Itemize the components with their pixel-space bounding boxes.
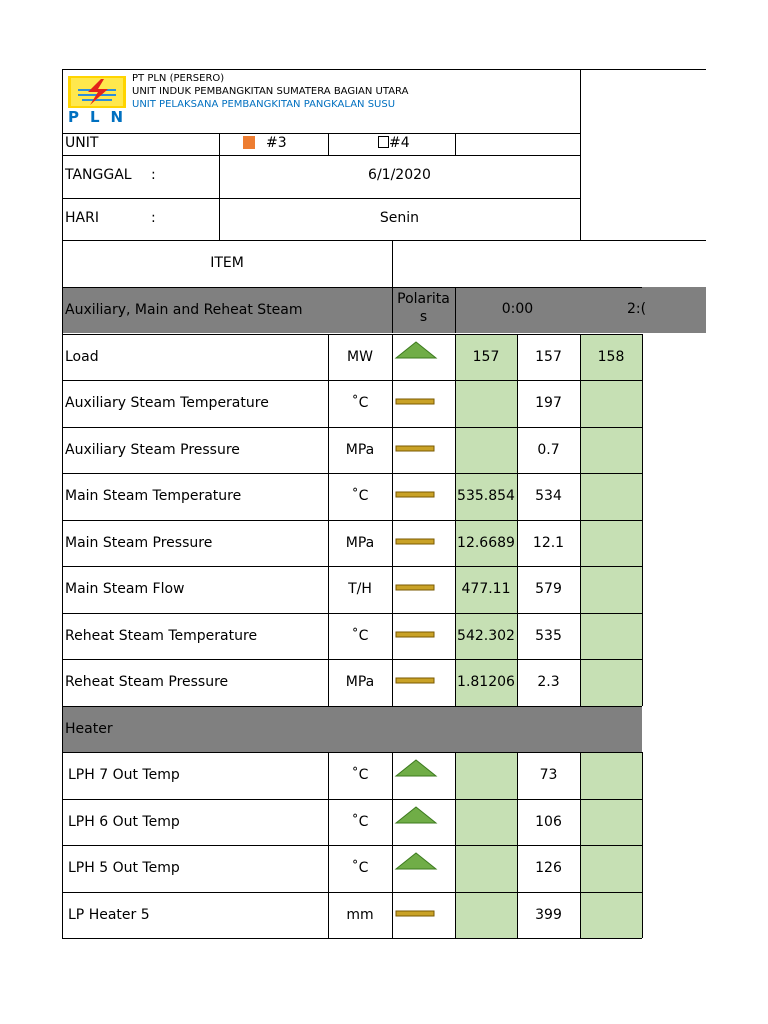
grid-line	[392, 427, 393, 473]
grid-line	[392, 380, 393, 427]
row-unit: ˚C	[351, 767, 369, 783]
grid-line	[642, 473, 643, 520]
grid-line	[580, 892, 581, 938]
grid-line	[62, 69, 706, 70]
flat-bar-icon	[394, 619, 438, 641]
grid-line	[455, 380, 456, 427]
section-band-heater	[62, 706, 642, 752]
row-item-label: Reheat Steam Pressure	[65, 674, 229, 690]
value-cell-bg	[580, 892, 642, 938]
grid-line	[392, 752, 393, 799]
grid-line	[455, 752, 456, 799]
grid-line	[62, 155, 580, 156]
value-0000-actual: 477.11	[461, 581, 511, 597]
section-title: Heater	[65, 721, 113, 737]
grid-line	[62, 613, 642, 614]
grid-line	[642, 566, 643, 613]
value-0000-reference: 534	[535, 488, 562, 504]
row-unit: ˚C	[351, 860, 369, 876]
grid-line	[62, 752, 642, 753]
row-unit: ˚C	[351, 395, 369, 411]
company-name: PT PLN (PERSERO)	[132, 73, 225, 84]
grid-line	[62, 334, 642, 335]
row-unit: MPa	[345, 442, 375, 458]
value-0000-actual: 1.81206	[457, 674, 515, 690]
grid-line	[455, 427, 456, 473]
grid-line	[392, 613, 393, 659]
value-0000-reference: 579	[535, 581, 562, 597]
row-item-label: Reheat Steam Temperature	[65, 628, 258, 644]
grid-line	[62, 845, 642, 846]
up-arrow-icon	[394, 805, 438, 827]
hari-label: HARI	[65, 210, 99, 226]
tanggal-colon: :	[151, 167, 156, 183]
grid-line	[62, 938, 642, 939]
grid-line	[455, 799, 456, 845]
grid-line	[580, 473, 581, 520]
unit-label: UNIT	[65, 135, 99, 151]
grid-line	[642, 659, 643, 706]
value-cell-bg	[580, 520, 642, 566]
value-cell-bg	[580, 845, 642, 892]
grid-line	[62, 198, 580, 199]
row-unit: T/H	[348, 581, 372, 597]
grid-line	[642, 380, 643, 427]
value-0000-actual: 542.302	[457, 628, 515, 644]
value-0000-reference: 106	[535, 814, 562, 830]
value-0000-reference: 73	[539, 767, 558, 783]
item-header: ITEM	[210, 255, 244, 271]
value-0000-reference: 126	[535, 860, 562, 876]
row-unit: MPa	[345, 535, 375, 551]
grid-line	[392, 799, 393, 845]
grid-line	[580, 69, 581, 241]
grid-line	[392, 659, 393, 706]
grid-line	[580, 659, 581, 706]
value-0000-actual: 535.854	[457, 488, 515, 504]
grid-line	[455, 133, 456, 155]
value-0000-reference: 399	[535, 907, 562, 923]
value-0000-actual: 157	[472, 349, 500, 365]
grid-line	[62, 706, 642, 707]
hari-value: Senin	[379, 210, 420, 226]
value-0000-reference: 0.7	[537, 442, 560, 458]
flat-bar-icon	[394, 572, 438, 594]
grid-line	[580, 380, 581, 427]
polaritas-header-line1: Polarita	[397, 291, 450, 307]
grid-line	[62, 427, 642, 428]
grid-line	[62, 69, 63, 938]
grid-line	[62, 566, 642, 567]
value-0200-actual: 158	[597, 349, 625, 365]
grid-line	[392, 520, 393, 566]
value-0000-reference: 197	[535, 395, 562, 411]
grid-line	[642, 334, 643, 380]
grid-line	[642, 799, 643, 845]
grid-line	[642, 892, 643, 938]
grid-line	[580, 799, 581, 845]
grid-line	[62, 520, 642, 521]
row-item-label: Main Steam Flow	[65, 581, 185, 597]
value-cell-bg	[580, 799, 642, 845]
value-0000-actual: 12.6689	[457, 535, 515, 551]
grid-line	[62, 133, 580, 134]
grid-line	[580, 613, 581, 659]
grid-line	[62, 240, 706, 241]
value-0000-reference: 535	[535, 628, 562, 644]
tanggal-label: TANGGAL	[65, 167, 132, 183]
row-item-label: Main Steam Pressure	[65, 535, 213, 551]
flat-bar-icon	[394, 526, 438, 548]
grid-line	[580, 566, 581, 613]
row-item-label: LPH 5 Out Temp	[68, 860, 180, 876]
up-arrow-icon	[394, 758, 438, 780]
flat-bar-icon	[394, 433, 438, 455]
section-title: Auxiliary, Main and Reheat Steam	[65, 302, 303, 318]
grid-line	[392, 334, 393, 380]
tanggal-value: 6/1/2020	[368, 167, 431, 183]
row-unit: mm	[346, 907, 374, 923]
flat-bar-icon	[394, 898, 438, 920]
row-item-label: Main Steam Temperature	[65, 488, 242, 504]
value-cell-bg	[580, 473, 642, 520]
grid-line	[392, 566, 393, 613]
grid-line	[392, 845, 393, 892]
grid-line	[580, 752, 581, 799]
grid-line	[455, 845, 456, 892]
value-cell-bg	[580, 613, 642, 659]
polaritas-header-line2: s	[419, 309, 428, 325]
grid-line	[62, 473, 642, 474]
grid-line	[580, 845, 581, 892]
time-header-0200: 2:(	[627, 301, 647, 317]
grid-line	[642, 520, 643, 566]
grid-line	[642, 845, 643, 892]
row-item-label: Load	[65, 349, 99, 365]
value-cell-bg	[455, 427, 517, 473]
grid-line	[642, 613, 643, 659]
time-header-0000: 0:00	[501, 301, 534, 317]
grid-line	[62, 380, 642, 381]
value-0000-reference: 157	[535, 349, 562, 365]
unit-pelaksana-name: UNIT PELAKSANA PEMBANGKITAN PANGKALAN SUSU	[132, 99, 396, 110]
row-unit: ˚C	[351, 488, 369, 504]
unit3-checkbox[interactable]	[243, 136, 255, 149]
logo-text: PLN	[68, 108, 135, 126]
row-unit: ˚C	[351, 814, 369, 830]
grid-line	[62, 799, 642, 800]
grid-line	[62, 659, 642, 660]
unit3-label: #3	[266, 135, 287, 151]
value-cell-bg	[455, 845, 517, 892]
up-arrow-icon	[394, 851, 438, 873]
value-cell-bg	[580, 659, 642, 706]
grid-line	[392, 473, 393, 520]
hari-colon: :	[151, 210, 156, 226]
grid-line	[642, 427, 643, 473]
row-item-label: LPH 6 Out Temp	[68, 814, 180, 830]
grid-line	[328, 133, 329, 155]
grid-line	[580, 427, 581, 473]
value-cell-bg	[580, 752, 642, 799]
flat-bar-icon	[394, 665, 438, 687]
value-0000-reference: 12.1	[532, 535, 565, 551]
unit4-checkbox[interactable]	[378, 136, 389, 148]
value-cell-bg	[455, 752, 517, 799]
row-item-label: Auxiliary Steam Temperature	[65, 395, 269, 411]
flat-bar-icon	[394, 479, 438, 501]
row-unit: ˚C	[351, 628, 369, 644]
value-cell-bg	[580, 380, 642, 427]
grid-line	[62, 287, 642, 288]
row-unit: MPa	[345, 674, 375, 690]
grid-line	[642, 752, 643, 799]
value-cell-bg	[580, 427, 642, 473]
row-item-label: Auxiliary Steam Pressure	[65, 442, 240, 458]
unit4-label: #4	[389, 135, 410, 151]
row-item-label: LP Heater 5	[68, 907, 150, 923]
grid-line	[455, 892, 456, 938]
up-arrow-icon	[394, 340, 438, 362]
unit-induk-name: UNIT INDUK PEMBANGKITAN SUMATERA BAGIAN UTARA	[132, 86, 409, 97]
value-cell-bg	[455, 380, 517, 427]
value-cell-bg	[455, 799, 517, 845]
header-block	[0, 0, 768, 140]
value-cell-bg	[580, 566, 642, 613]
value-cell-bg	[455, 892, 517, 938]
grid-line	[392, 892, 393, 938]
row-unit: MW	[347, 349, 373, 365]
grid-line	[392, 240, 393, 287]
row-item-label: LPH 7 Out Temp	[68, 767, 180, 783]
grid-line	[580, 520, 581, 566]
grid-line	[62, 892, 642, 893]
value-0000-reference: 2.3	[537, 674, 560, 690]
flat-bar-icon	[394, 386, 438, 408]
